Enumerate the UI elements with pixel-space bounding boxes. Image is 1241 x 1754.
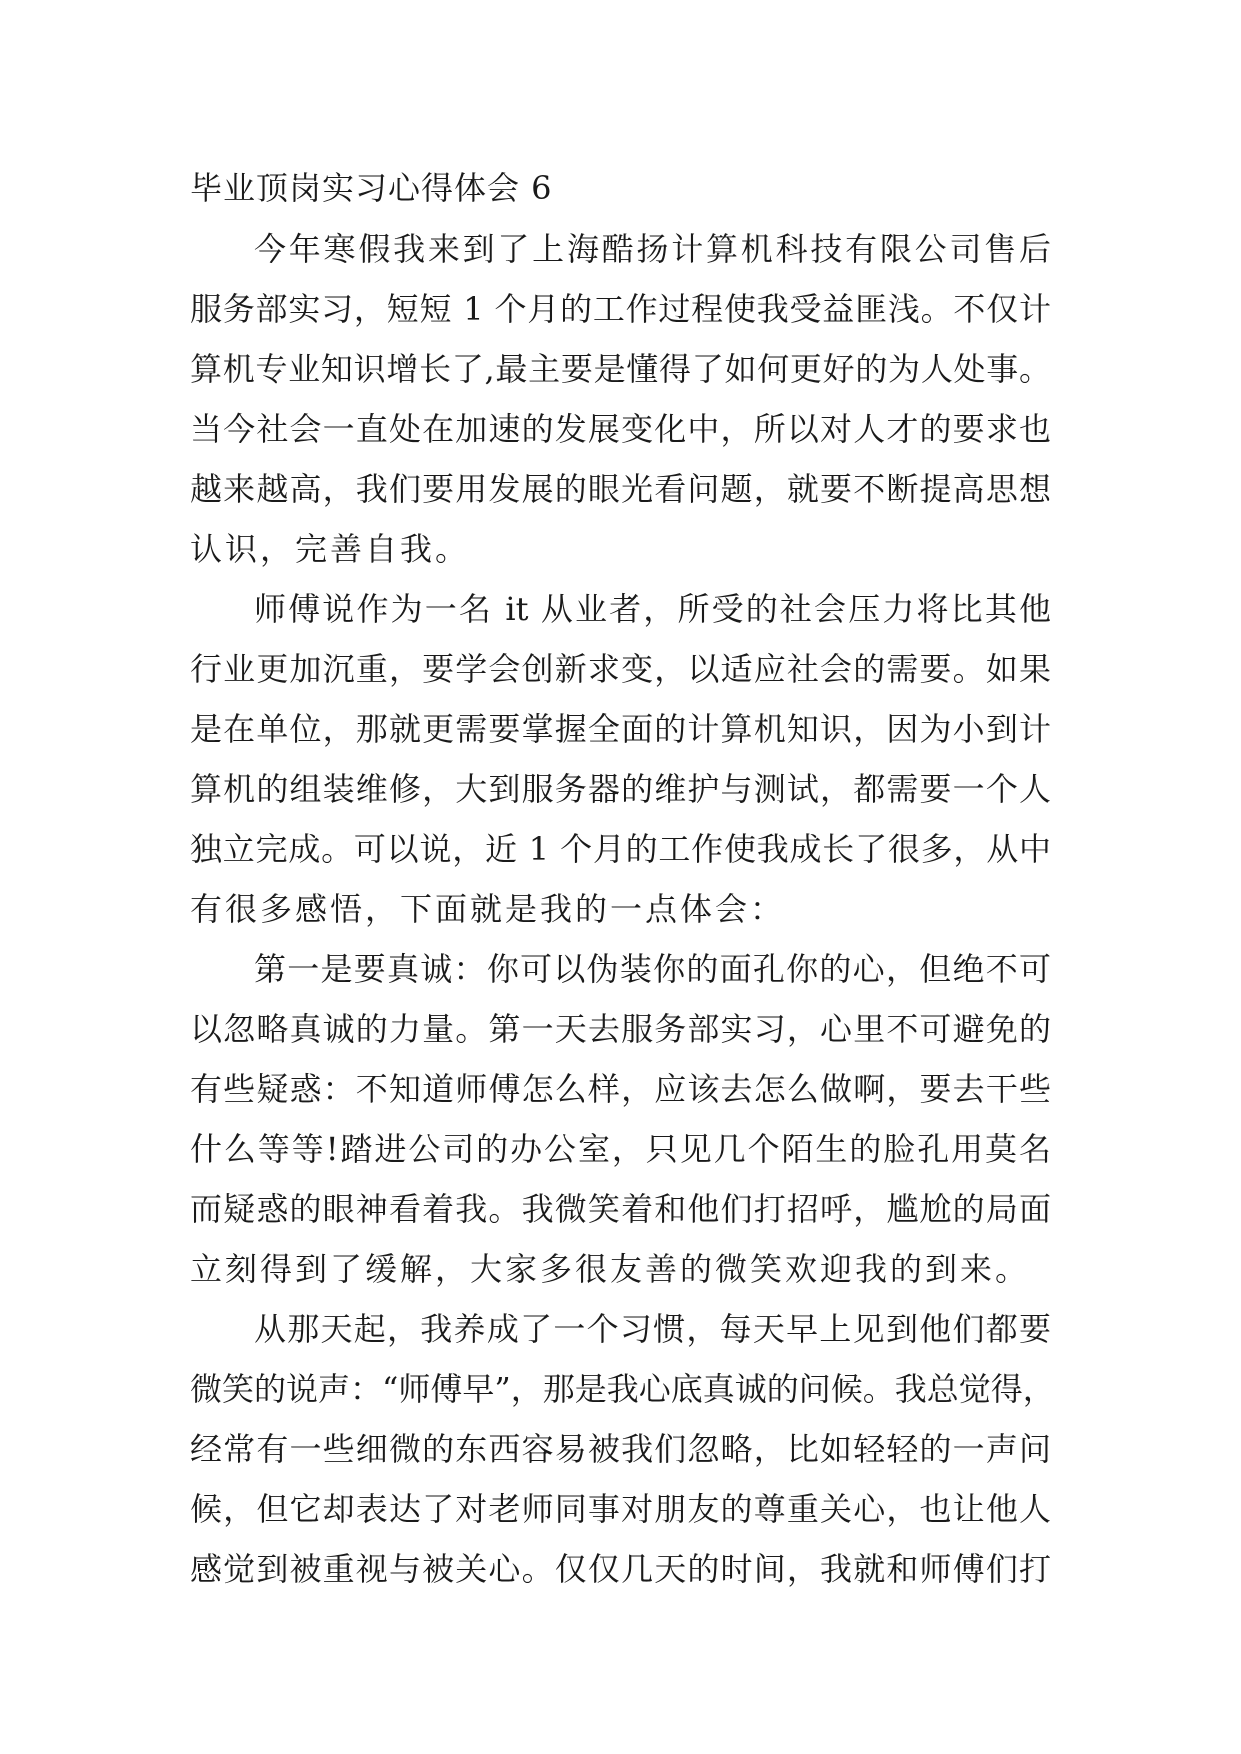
body-line: 当今社会一直处在加速的发展变化中，所以对人才的要求也 (190, 410, 1051, 448)
body-line: 经常有一些细微的东西容易被我们忽略，比如轻轻的一声问 (190, 1430, 1051, 1468)
body-line: 第一是要真诚：你可以伪装你的面孔你的心，但绝不可 (254, 950, 1051, 988)
body-line: 行业更加沉重，要学会创新求变，以适应社会的需要。如果 (190, 650, 1051, 688)
body-line: 什么等等!踏进公司的办公室，只见几个陌生的脸孔用莫名 (190, 1130, 1051, 1168)
body-line: 微笑的说声：“师傅早”，那是我心底真诚的问候。我总觉得， (190, 1370, 1055, 1408)
body-line: 算机专业知识增长了,最主要是懂得了如何更好的为人处事。 (190, 350, 1051, 388)
body-line: 感觉到被重视与被关心。仅仅几天的时间，我就和师傅们打 (190, 1550, 1051, 1588)
body-line: 服务部实习，短短 1 个月的工作过程使我受益匪浅。不仅计 (190, 290, 1051, 328)
body-line: 认识，完善自我。 (190, 530, 471, 568)
body-line: 是在单位，那就更需要掌握全面的计算机知识，因为小到计 (190, 710, 1051, 748)
body-line: 独立完成。可以说，近 1 个月的工作使我成长了很多，从中 (190, 830, 1051, 868)
body-line: 算机的组装维修，大到服务器的维护与测试，都需要一个人 (190, 770, 1051, 808)
body-line: 候，但它却表达了对老师同事对朋友的尊重关心，也让他人 (190, 1490, 1051, 1528)
body-line: 立刻得到了缓解，大家多很友善的微笑欢迎我的到来。 (190, 1250, 1031, 1288)
body-line: 师傅说作为一名 it 从业者，所受的社会压力将比其他 (254, 590, 1051, 628)
body-line: 有很多感悟，下面就是我的一点体会： (190, 890, 786, 928)
body-line: 有些疑惑：不知道师傅怎么样，应该去怎么做啊，要去干些 (190, 1070, 1051, 1108)
body-line: 今年寒假我来到了上海酷扬计算机科技有限公司售后 (254, 230, 1051, 268)
body-line: 从那天起，我养成了一个习惯，每天早上见到他们都要 (254, 1310, 1051, 1348)
body-line: 而疑惑的眼神看着我。我微笑着和他们打招呼，尴尬的局面 (190, 1190, 1051, 1228)
document-title: 毕业顶岗实习心得体会 6 (190, 169, 553, 207)
body-line: 以忽略真诚的力量。第一天去服务部实习，心里不可避免的 (190, 1010, 1051, 1048)
body-line: 越来越高，我们要用发展的眼光看问题，就要不断提高思想 (190, 470, 1051, 508)
